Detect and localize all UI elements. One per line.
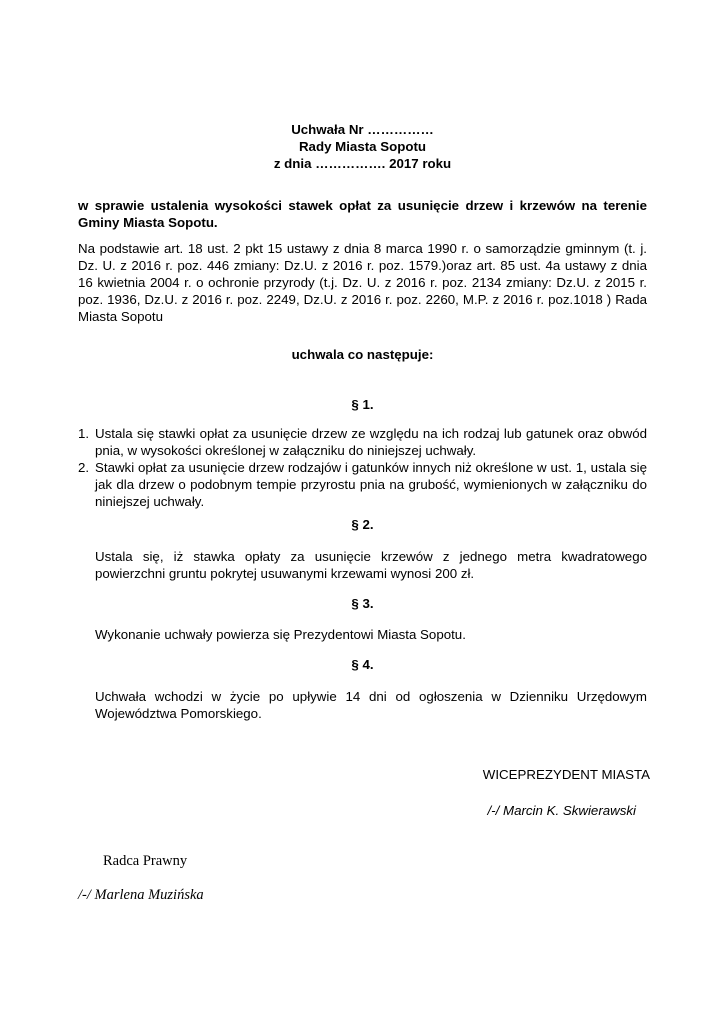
list-item — [78, 425, 647, 459]
section-4-text: Uchwała wchodzi w życie po upływie 14 dni od ogłoszenia w Dzienniku Urzędowym Województwa Pomorskiego. — [95, 689, 647, 721]
signature-title: WICEPREZYDENT MIASTA — [482, 767, 650, 782]
section-4-title: § 4. — [351, 657, 374, 672]
list-item — [78, 459, 647, 510]
council-name: Rady Miasta Sopotu — [298, 139, 427, 154]
list-item-text: Stawki opłat za usunięcie drzew rodzajów i gatunków innych niż określone w ust. 1, ustala się jak dla drzew o podobnym tempie przyrostu pnia na grubość, wymienionych w załączniku do niniejszej uchwały. — [95, 460, 647, 509]
list-item-text: Ustala się stawki opłat za usunięcie drzew ze względu na ich rodzaj lub gatunek oraz obwód pnia, w wysokości określonej w załączniku do niniejszej uchwały. — [95, 426, 647, 458]
legal-basis: Na podstawie art. 18 ust. 2 pkt 15 ustawy z dnia 8 marca 1990 r. o samorządzie gminnym (t. j. Dz. U. z 2016 r. poz. 446 zmiany: Dz.U. z 2016 r. poz. 1579.)oraz art. 85 ust. 4a ustawy z dnia 16 kwietnia 2004 r. o ochronie przyrody (t.j. Dz. U. z 2016 r. poz. 2134 zmiany: Dz.U. z 2015 r. poz. 1936, Dz.U. z 2016 r. poz. 2249, Dz.U. z 2016 r. poz. 2260, M.P. z 2016 r. poz.1018 ) Rada Miasta Sopotu — [78, 241, 647, 324]
list-item-number: 1. — [78, 426, 90, 441]
legal-advisor-name: /-/ Marlena Muzińska — [78, 887, 204, 903]
resolution-date: z dnia ……………. 2017 roku — [273, 156, 452, 171]
resolution-subject: w sprawie ustalenia wysokości stawek opłat za usunięcie drzew i krzewów na terenie Gminy Miasta Sopotu. — [78, 198, 647, 230]
section-2-text: Ustala się, iż stawka opłaty za usunięcie krzewów z jednego metra kwadratowego powierzchni gruntu pokrytej usuwanymi krzewami wynosi 200 zł. — [95, 549, 647, 581]
legal-advisor-title: Radca Prawny — [103, 853, 188, 869]
section-3-title: § 3. — [351, 596, 374, 611]
resolution-header — [78, 121, 647, 172]
list-item-number: 2. — [78, 460, 90, 475]
resolution-intro: uchwala co następuje: — [291, 347, 434, 362]
section-2-title: § 2. — [351, 517, 374, 532]
section-3-text: Wykonanie uchwały powierza się Prezydentowi Miasta Sopotu. — [95, 627, 466, 642]
signature-name: /-/ Marcin K. Skwierawski — [487, 803, 636, 818]
section-1-list — [78, 425, 647, 510]
resolution-number: Uchwała Nr …………… — [291, 122, 434, 137]
section-1-title: § 1. — [351, 397, 374, 412]
